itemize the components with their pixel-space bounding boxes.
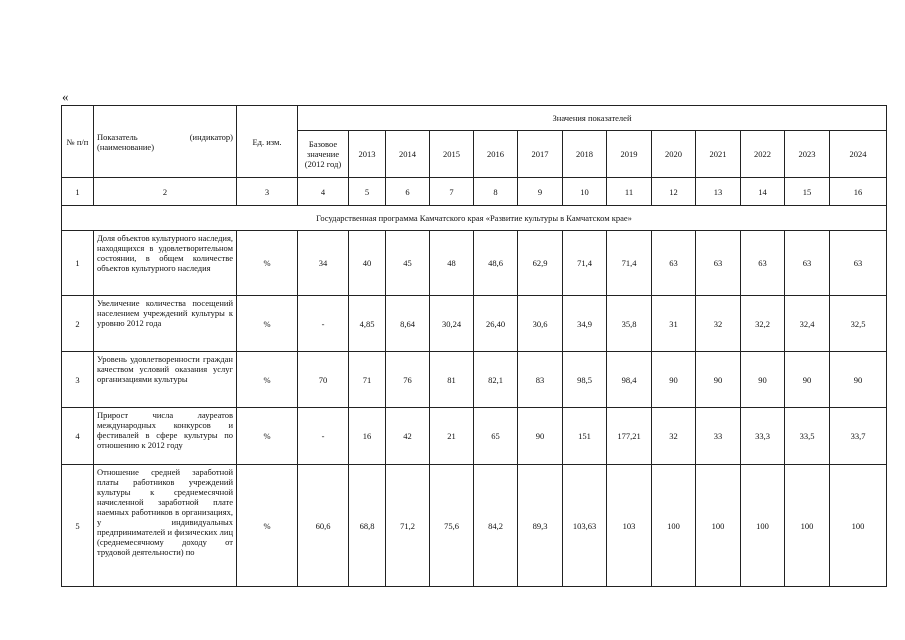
indicator-name: Увеличение количества посещений населением учреждений культуры к уровню 2012 года — [94, 296, 237, 352]
value-cell: 42 — [386, 408, 430, 465]
column-number-cell: 1 — [62, 178, 94, 206]
value-cell: 32 — [652, 408, 696, 465]
value-cell: 76 — [386, 352, 430, 408]
program-title: Государственная программа Камчатского края «Развитие культуры в Камчатском крае» — [62, 206, 887, 231]
value-cell: 103,63 — [563, 465, 607, 587]
value-cell: 81 — [430, 352, 474, 408]
header-row-top — [62, 106, 887, 131]
value-cell: 83 — [518, 352, 563, 408]
base-value-cell: 70 — [298, 352, 349, 408]
column-number-cell: 6 — [386, 178, 430, 206]
value-cell: 63 — [830, 231, 887, 296]
row-number: 4 — [62, 408, 94, 465]
opening-quote-mark: « — [62, 89, 69, 104]
header-values-group: Значения показателей — [298, 106, 887, 131]
header-num: № п/п — [62, 106, 94, 178]
value-cell: 32,2 — [741, 296, 785, 352]
column-number-cell: 15 — [785, 178, 830, 206]
column-number-cell: 12 — [652, 178, 696, 206]
value-cell: 62,9 — [518, 231, 563, 296]
header-base-value: Базовое значение (2012 год) — [298, 131, 349, 178]
value-cell: 89,3 — [518, 465, 563, 587]
value-cell: 26,40 — [474, 296, 518, 352]
value-cell: 90 — [518, 408, 563, 465]
column-number-cell: 9 — [518, 178, 563, 206]
table-row — [62, 408, 887, 465]
table-row — [62, 352, 887, 408]
value-cell: 71,2 — [386, 465, 430, 587]
column-number-cell: 10 — [563, 178, 607, 206]
program-title-row — [62, 206, 887, 231]
value-cell: 33,5 — [785, 408, 830, 465]
value-cell: 71,4 — [607, 231, 652, 296]
column-number-cell: 14 — [741, 178, 785, 206]
value-cell: 63 — [785, 231, 830, 296]
value-cell: 8,64 — [386, 296, 430, 352]
value-cell: 100 — [652, 465, 696, 587]
value-cell: 31 — [652, 296, 696, 352]
value-cell: 71,4 — [563, 231, 607, 296]
value-cell: 151 — [563, 408, 607, 465]
unit-cell: % — [237, 465, 298, 587]
column-number-cell: 2 — [94, 178, 237, 206]
header-year: 2018 — [563, 131, 607, 178]
value-cell: 90 — [830, 352, 887, 408]
row-number: 1 — [62, 231, 94, 296]
value-cell: 100 — [785, 465, 830, 587]
indicators-table — [61, 105, 887, 587]
header-year: 2024 — [830, 131, 887, 178]
value-cell: 63 — [696, 231, 741, 296]
row-number: 3 — [62, 352, 94, 408]
value-cell: 63 — [741, 231, 785, 296]
value-cell: 32 — [696, 296, 741, 352]
value-cell: 84,2 — [474, 465, 518, 587]
value-cell: 98,4 — [607, 352, 652, 408]
unit-cell: % — [237, 352, 298, 408]
header-year: 2017 — [518, 131, 563, 178]
table-row — [62, 296, 887, 352]
value-cell: 30,6 — [518, 296, 563, 352]
value-cell: 40 — [349, 231, 386, 296]
header-year: 2013 — [349, 131, 386, 178]
column-number-cell: 3 — [237, 178, 298, 206]
value-cell: 48,6 — [474, 231, 518, 296]
unit-cell: % — [237, 296, 298, 352]
row-number: 5 — [62, 465, 94, 587]
value-cell: 71 — [349, 352, 386, 408]
value-cell: 63 — [652, 231, 696, 296]
value-cell: 100 — [741, 465, 785, 587]
value-cell: 177,21 — [607, 408, 652, 465]
header-year: 2014 — [386, 131, 430, 178]
base-value-cell: - — [298, 408, 349, 465]
column-number-row — [62, 178, 887, 206]
header-year: 2022 — [741, 131, 785, 178]
value-cell: 82,1 — [474, 352, 518, 408]
header-year: 2015 — [430, 131, 474, 178]
header-indicator: Показатель (индикатор) (наименование) — [94, 106, 237, 178]
value-cell: 90 — [785, 352, 830, 408]
base-value-cell: 34 — [298, 231, 349, 296]
value-cell: 4,85 — [349, 296, 386, 352]
base-value-cell: 60,6 — [298, 465, 349, 587]
column-number-cell: 5 — [349, 178, 386, 206]
column-number-cell: 11 — [607, 178, 652, 206]
value-cell: 100 — [696, 465, 741, 587]
value-cell: 32,5 — [830, 296, 887, 352]
value-cell: 34,9 — [563, 296, 607, 352]
indicator-name: Прирост числа лауреатов международных конкурсов и фестивалей в сфере культуры по отношению к 2012 году — [94, 408, 237, 465]
value-cell: 103 — [607, 465, 652, 587]
value-cell: 32,4 — [785, 296, 830, 352]
value-cell: 75,6 — [430, 465, 474, 587]
value-cell: 35,8 — [607, 296, 652, 352]
value-cell: 16 — [349, 408, 386, 465]
indicator-name: Доля объектов культурного наследия, находящихся в удовлетворительном состоянии, в общем количестве объектов культурного наследия — [94, 231, 237, 296]
value-cell: 33,7 — [830, 408, 887, 465]
header-year: 2021 — [696, 131, 741, 178]
column-number-cell: 13 — [696, 178, 741, 206]
indicator-name: Уровень удовлетворенности граждан качеством условий оказания услуг организациями культуры — [94, 352, 237, 408]
value-cell: 45 — [386, 231, 430, 296]
value-cell: 90 — [696, 352, 741, 408]
table-row — [62, 231, 887, 296]
value-cell: 21 — [430, 408, 474, 465]
header-year: 2020 — [652, 131, 696, 178]
value-cell: 33,3 — [741, 408, 785, 465]
header-year: 2016 — [474, 131, 518, 178]
table-row — [62, 465, 887, 587]
column-number-cell: 7 — [430, 178, 474, 206]
value-cell: 90 — [652, 352, 696, 408]
row-number: 2 — [62, 296, 94, 352]
indicator-name: Отношение средней заработной платы работников учреждений культуры к среднемесячной начисленной заработной плате наемных работников в организациях, у индивидуальных предпринимателей и физических лиц (среднемесячному доходу от трудовой деятельности) по — [94, 465, 237, 587]
unit-cell: % — [237, 231, 298, 296]
column-number-cell: 4 — [298, 178, 349, 206]
value-cell: 33 — [696, 408, 741, 465]
column-number-cell: 8 — [474, 178, 518, 206]
value-cell: 30,24 — [430, 296, 474, 352]
value-cell: 65 — [474, 408, 518, 465]
value-cell: 48 — [430, 231, 474, 296]
value-cell: 98,5 — [563, 352, 607, 408]
header-year: 2023 — [785, 131, 830, 178]
value-cell: 100 — [830, 465, 887, 587]
base-value-cell: - — [298, 296, 349, 352]
header-year: 2019 — [607, 131, 652, 178]
unit-cell: % — [237, 408, 298, 465]
header-unit: Ед. изм. — [237, 106, 298, 178]
column-number-cell: 16 — [830, 178, 887, 206]
value-cell: 68,8 — [349, 465, 386, 587]
value-cell: 90 — [741, 352, 785, 408]
